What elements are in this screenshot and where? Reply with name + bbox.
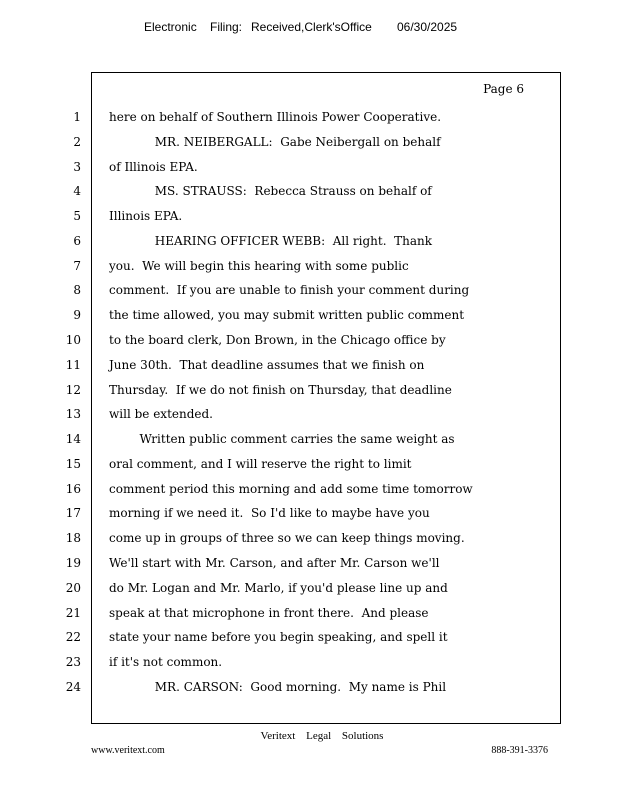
line-number: 12 bbox=[65, 382, 81, 397]
line-text: do Mr. Logan and Mr. Marlo, if you'd please line up and bbox=[109, 580, 448, 595]
line-number: 1 bbox=[73, 110, 81, 124]
transcript-line bbox=[0, 383, 618, 401]
line-text: come up in groups of three so we can keep things moving. bbox=[109, 531, 465, 546]
page-number: Page 6 bbox=[483, 82, 524, 96]
line-text: you. We will begin this hearing with some public bbox=[109, 258, 409, 273]
header-date: 06/30/2025 bbox=[397, 20, 458, 34]
transcript-line bbox=[0, 259, 618, 277]
line-number: 16 bbox=[65, 481, 81, 496]
line-text: speak at that microphone in front there. And please bbox=[109, 605, 429, 620]
line-number: 5 bbox=[73, 209, 81, 224]
footer-phone: 888-391-3376 bbox=[491, 745, 548, 756]
transcript-line bbox=[0, 283, 618, 301]
footer-company: Veritext Legal Solutions bbox=[260, 730, 384, 742]
transcript-line bbox=[0, 110, 618, 128]
transcript-line bbox=[0, 482, 618, 500]
transcript-line bbox=[0, 630, 618, 648]
transcript-line bbox=[0, 209, 618, 227]
line-number: 24 bbox=[65, 679, 81, 694]
line-number: 22 bbox=[65, 630, 81, 645]
transcript-line bbox=[0, 407, 618, 425]
line-text: to the board clerk, Don Brown, in the Chicago office by bbox=[109, 333, 446, 348]
line-text: June 30th. That deadline assumes that we finish on bbox=[109, 357, 425, 372]
line-text: MR. CARSON: Good morning. My name is Phil bbox=[109, 679, 447, 694]
line-text: if it's not common. bbox=[109, 655, 223, 670]
line-text: HEARING OFFICER WEBB: All right. Thank bbox=[109, 233, 433, 248]
line-number: 8 bbox=[73, 283, 81, 298]
line-number: 6 bbox=[73, 233, 81, 248]
line-number: 14 bbox=[65, 432, 81, 447]
transcript-line bbox=[0, 531, 618, 549]
transcript-line bbox=[0, 358, 618, 376]
line-number: 20 bbox=[65, 580, 81, 595]
transcript-line bbox=[0, 457, 618, 475]
filing-header bbox=[0, 20, 618, 38]
transcript-line bbox=[0, 160, 618, 178]
line-text: will be extended. bbox=[109, 407, 213, 422]
line-number: 23 bbox=[65, 655, 81, 670]
transcript-line bbox=[0, 135, 618, 153]
line-text: MR. NEIBERGALL: Gabe Neibergall on behalf bbox=[109, 134, 441, 149]
line-number: 13 bbox=[65, 407, 81, 422]
line-number: 7 bbox=[73, 258, 81, 273]
line-text: MS. STRAUSS: Rebecca Strauss on behalf of bbox=[109, 184, 432, 199]
line-number: 10 bbox=[65, 333, 81, 348]
line-number: 4 bbox=[73, 184, 81, 199]
line-text: comment. If you are unable to finish your comment during bbox=[109, 283, 470, 298]
transcript-line bbox=[0, 333, 618, 351]
line-number: 21 bbox=[65, 605, 81, 620]
header-received: Received,Clerk'sOffice bbox=[251, 20, 372, 34]
line-text: Illinois EPA. bbox=[109, 209, 183, 224]
line-text: state your name before you begin speaking, and spell it bbox=[109, 630, 448, 645]
line-text: here on behalf of Southern Illinois Power Cooperative. bbox=[109, 110, 442, 124]
header-electronic: Electronic bbox=[144, 20, 197, 34]
transcript-line bbox=[0, 234, 618, 252]
transcript-line bbox=[0, 655, 618, 673]
transcript-line bbox=[0, 506, 618, 524]
transcript-line bbox=[0, 581, 618, 599]
line-text: the time allowed, you may submit written public comment bbox=[109, 308, 465, 323]
line-text: oral comment, and I will reserve the right to limit bbox=[109, 456, 412, 471]
line-text: Written public comment carries the same weight as bbox=[109, 432, 455, 447]
line-number: 9 bbox=[73, 308, 81, 323]
line-text: comment period this morning and add some time tomorrow bbox=[109, 481, 473, 496]
line-number: 2 bbox=[73, 134, 81, 149]
transcript-line bbox=[0, 606, 618, 624]
line-number: 19 bbox=[65, 556, 81, 571]
line-text: morning if we need it. So I'd like to maybe have you bbox=[109, 506, 430, 521]
line-number: 3 bbox=[73, 159, 81, 174]
transcript-line bbox=[0, 556, 618, 574]
transcript-line bbox=[0, 308, 618, 326]
line-number: 15 bbox=[65, 456, 81, 471]
transcript-line bbox=[0, 680, 618, 698]
line-number: 11 bbox=[65, 357, 81, 372]
line-text: Thursday. If we do not finish on Thursday, that deadline bbox=[109, 382, 452, 397]
transcript-line bbox=[0, 184, 618, 202]
line-text: We'll start with Mr. Carson, and after Mr. Carson we'll bbox=[109, 556, 440, 571]
header-filing: Filing: bbox=[210, 20, 243, 34]
line-number: 18 bbox=[65, 531, 81, 546]
line-number: 17 bbox=[65, 506, 81, 521]
line-text: of Illinois EPA. bbox=[109, 159, 198, 174]
footer-website: www.veritext.com bbox=[91, 745, 165, 756]
transcript-line bbox=[0, 432, 618, 450]
